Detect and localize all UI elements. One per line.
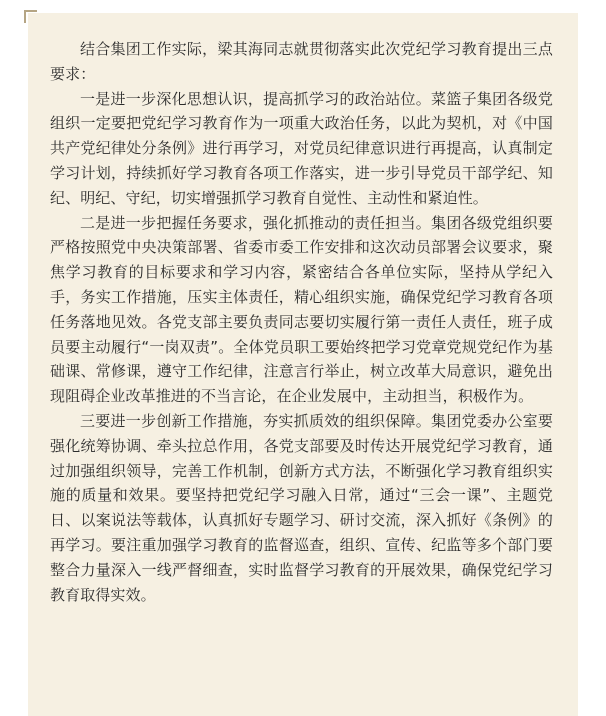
paragraph-point-two: 二是进一步把握任务要求，强化抓推动的责任担当。集团各级党组织要严格按照党中央决策部署、省委市委工作安排和这次动员部署会议要求，聚焦学习教育的目标要求和学习内容，紧密结合各单位实际，坚持从学纪入手，务实工作措施，压实主体责任，精心组织实施，确保党纪学习教育各项任务落地见效。各党支部主要负责同志要切实履行第一责任人责任，班子成员要主动履行“一岗双责”。全体党员职工要始终把学习党章党规党纪作为基础课、常修课，遵守工作纪律，注意言行举止，树立改革大局意识，避免出现阻碍企业改革推进的不当言论，在企业发展中，主动担当，积极作为。	[50, 213, 553, 406]
paragraph-point-one: 一是进一步深化思想认识，提高抓学习的政治站位。菜篮子集团各级党组织一定要把党纪学习教育作为一项重大政治任务，以此为契机，对《中国共产党纪律处分条例》进行再学习，对党员纪律意识进行再提高，认真制定学习计划，持续抓好学习教育各项工作落实，进一步引导党员干部学纪、知纪、明纪、守纪，切实增强抓学习教育自觉性、主动性和紧迫性。	[50, 89, 553, 207]
paragraph-point-three: 三要进一步创新工作措施，夯实抓质效的组织保障。集团党委办公室要强化统筹协调、牵头拉总作用，各党支部要及时传达开展党纪学习教育，通过加强组织领导，完善工作机制，创新方式方法，不断强化学习教育组织实施的质量和效果。要坚持把党纪学习融入日常，通过“三会一课”、主题党日、以案说法等载体，认真抓好专题学习、研讨交流，深入抓好《条例》的再学习。要注重加强学习教育的监督巡查，组织、宣传、纪监等多个部门要整合力量深入一线严督细查，实时监督学习教育的开展效果，确保党纪学习教育取得实效。	[50, 411, 553, 604]
article-body	[50, 37, 553, 607]
paragraph-intro: 结合集团工作实际，梁其海同志就贯彻落实此次党纪学习教育提出三点要求：	[50, 40, 553, 83]
